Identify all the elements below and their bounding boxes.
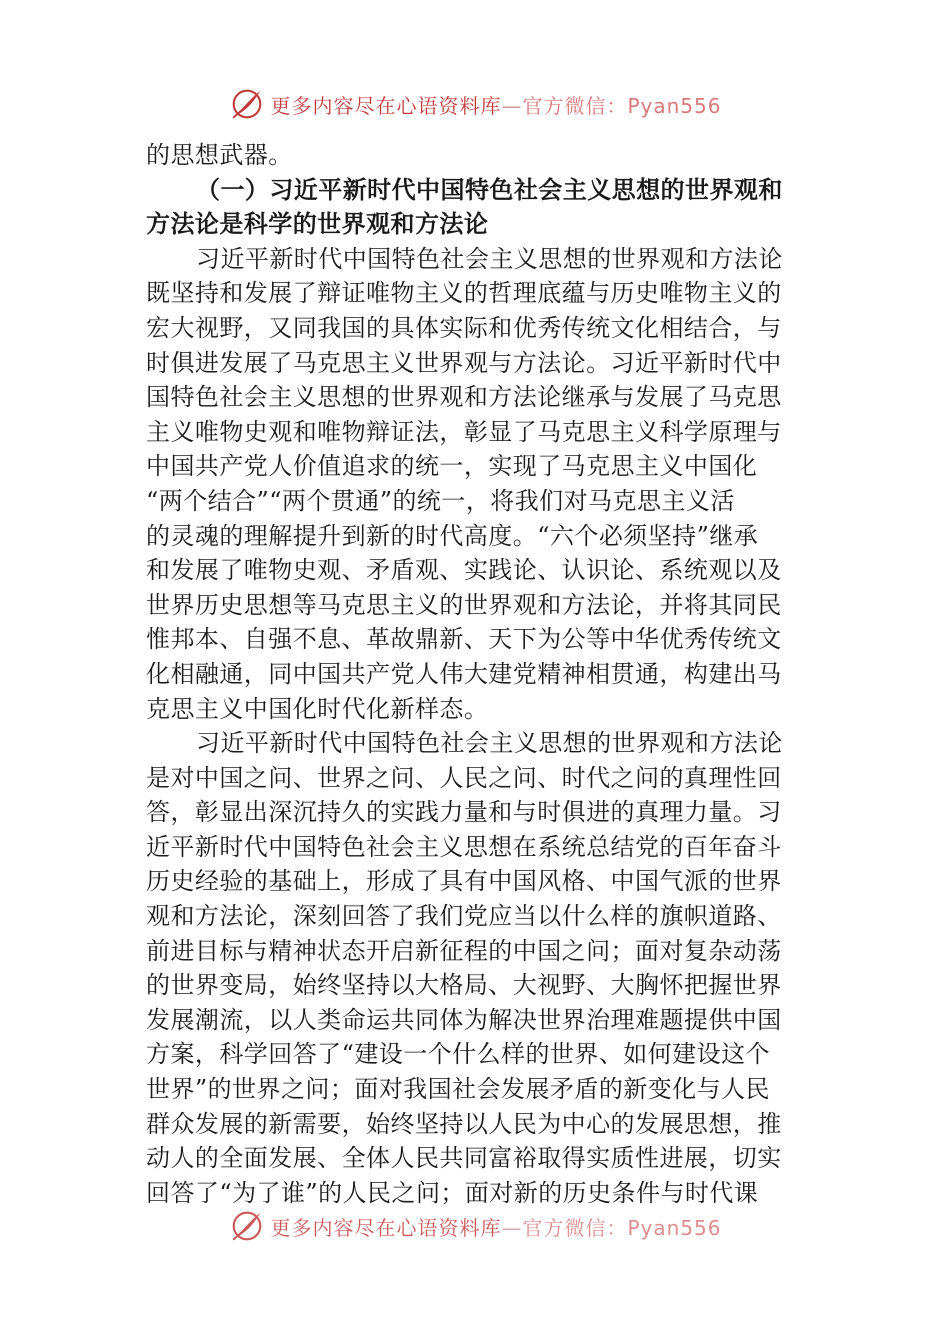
- body-text-line: 前进目标与精神状态开启新征程的中国之问；面对复杂动荡: [146, 936, 782, 965]
- body-text-line: 习近平新时代中国特色社会主义思想的世界观和方法论: [196, 729, 783, 758]
- body-text-line: 时俱进发展了马克思主义世界观与方法论。习近平新时代中: [146, 348, 782, 377]
- watermark-brand: 更多内容尽在心语资料库: [270, 93, 502, 118]
- body-text-line: 答，彰显出深沉持久的实践力量和与时俱进的真理力量。习: [146, 798, 782, 827]
- body-text-line: 国特色社会主义思想的世界观和方法论继承与发展了马克思: [146, 383, 782, 412]
- body-text-line: 的思想武器。: [146, 141, 293, 169]
- body-text-line: 历史经验的基础上，形成了具有中国风格、中国气派的世界: [146, 867, 782, 896]
- body-text-line: 动人的全面发展、全体人民共同富裕取得实质性进展，切实: [146, 1144, 782, 1173]
- header-watermark: [0, 84, 950, 124]
- document-body: [146, 138, 810, 1210]
- body-text-line: 的灵魂的理解提升到新的时代高度。“六个必须坚持”继承: [146, 521, 759, 550]
- body-text-line: 世界历史思想等马克思主义的世界观和方法论，并将其同民: [146, 590, 782, 619]
- watermark-label: 官方微信：: [522, 93, 628, 118]
- watermark-separator: —: [501, 1215, 523, 1240]
- body-text-line: 的世界变局，始终坚持以大格局、大视野、大胸怀把握世界: [146, 971, 782, 1000]
- body-text-line: 主义唯物史观和唯物辩证法，彰显了马克思主义科学原理与: [146, 417, 782, 446]
- watermark-text: [270, 1212, 721, 1241]
- body-text-line: 观和方法论，深刻回答了我们党应当以什么样的旗帜道路、: [146, 902, 782, 931]
- body-text-line: “两个结合”“两个贯通”的统一，将我们对马克思主义活: [146, 486, 735, 515]
- body-text-line: 是对中国之问、世界之问、人民之问、时代之问的真理性回: [146, 763, 782, 792]
- body-text-line: 群众发展的新需要，始终坚持以人民为中心的发展思想，推: [146, 1109, 782, 1138]
- body-text-line: 回答了“为了谁”的人民之问；面对新的历史条件与时代课: [146, 1178, 759, 1207]
- body-text-line: 既坚持和发展了辩证唯物主义的哲理底蕴与历史唯物主义的: [146, 279, 782, 308]
- watermark-brand: 更多内容尽在心语资料库: [270, 1215, 502, 1240]
- watermark-text: [270, 90, 721, 119]
- body-text-line: 宏大视野，又同我国的具体实际和优秀传统文化相结合，与: [146, 313, 782, 342]
- watermark-id: Pyan556: [627, 1215, 722, 1240]
- body-text-line: 习近平新时代中国特色社会主义思想的世界观和方法论: [196, 244, 783, 273]
- watermark-id: Pyan556: [627, 93, 722, 118]
- body-text-line: 惟邦本、自强不息、革故鼎新、天下为公等中华优秀传统文: [146, 625, 782, 654]
- body-text-line: 中国共产党人价值追求的统一，实现了马克思主义中国化: [146, 452, 758, 481]
- body-text-line: 发展潮流，以人类命运共同体为解决世界治理难题提供中国: [146, 1005, 782, 1034]
- watermark-label: 官方微信：: [522, 1215, 628, 1240]
- feather-logo-icon: [228, 1207, 266, 1245]
- body-text-line: 化相融通，同中国共产党人伟大建党精神相贯通，构建出马: [146, 659, 782, 688]
- section-heading-line: 方法论是科学的世界观和方法论: [146, 209, 489, 239]
- body-text-line: 近平新时代中国特色社会主义思想在系统总结党的百年奋斗: [146, 832, 782, 861]
- body-text-line: 世界”的世界之问；面对我国社会发展矛盾的新变化与人民: [146, 1075, 770, 1104]
- feather-logo-icon: [228, 85, 266, 123]
- body-text-line: 方案，科学回答了“建设一个什么样的世界、如何建设这个: [146, 1040, 770, 1069]
- footer-watermark: [0, 1206, 950, 1246]
- body-text-line: 克思主义中国化时代化新样态。: [146, 694, 489, 723]
- body-text-line: 和发展了唯物史观、矛盾观、实践论、认识论、系统观以及: [146, 556, 782, 585]
- section-heading-line: （一）习近平新时代中国特色社会主义思想的世界观和: [196, 174, 783, 204]
- watermark-separator: —: [501, 93, 523, 118]
